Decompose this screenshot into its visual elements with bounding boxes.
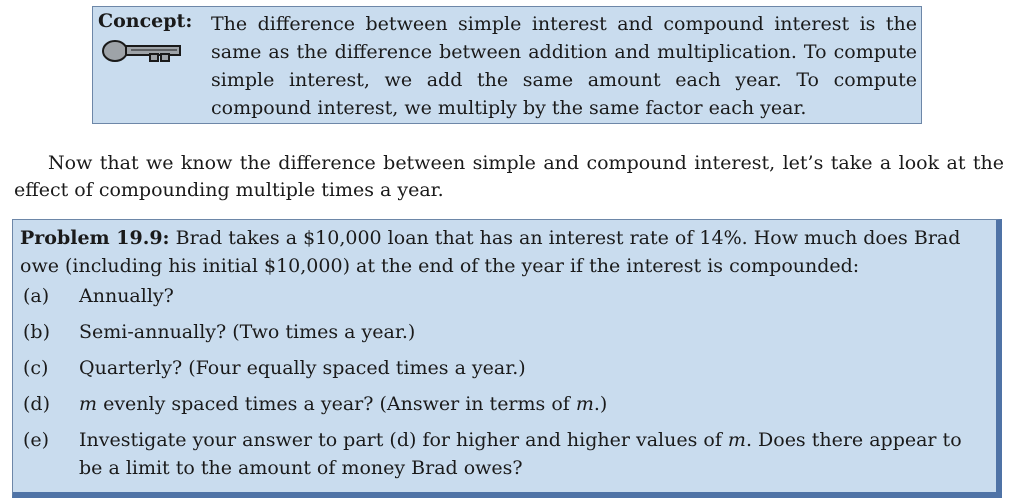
part-marker: (e) (23, 429, 50, 451)
part-text: evenly spaced times a year? (Answer in terms of (97, 393, 576, 415)
problem-part-b (23, 318, 983, 346)
concept-label: Concept: (98, 10, 193, 32)
problem-box (12, 219, 1002, 498)
problem-parts-list (23, 282, 983, 490)
concept-box (92, 6, 922, 124)
part-text: Semi-annually? (Two times a year.) (79, 321, 416, 343)
key-icon (101, 38, 185, 64)
variable-m: m (727, 429, 746, 451)
body-paragraph: Now that we know the difference between simple and compound interest, let’s take a look at the effect of compounding multiple times a year. (14, 152, 1004, 201)
problem-part-d (23, 390, 983, 418)
part-text-end: .) (593, 393, 608, 415)
problem-statement (20, 224, 985, 280)
problem-title: Problem 19.9: (20, 227, 170, 249)
part-text: Quarterly? (Four equally spaced times a year.) (79, 357, 526, 379)
part-marker: (b) (23, 321, 50, 343)
problem-part-c (23, 354, 983, 382)
part-marker: (a) (23, 285, 50, 307)
concept-text: The difference between simple interest and compound interest is the same as the difference between addition and multiplication. To compute simple interest, we add the same amount each year. To compute compound interest, we multiply by the same factor each year. (211, 13, 917, 119)
problem-text: Brad takes a $10,000 loan that has an interest rate of 14%. How much does Brad owe (including his initial $10,000) at the end of the year if the interest is compounded: (20, 227, 961, 277)
part-text: Investigate your answer to part (d) for higher and higher values of (79, 429, 728, 451)
problem-part-a (23, 282, 983, 310)
variable-m: m (575, 393, 594, 415)
variable-m: m (79, 393, 98, 415)
part-marker: (d) (23, 393, 50, 415)
part-text: Annually? (79, 285, 174, 307)
part-text-end: . Does there appear to be a limit to the amount of money Brad owes? (79, 429, 962, 479)
part-marker: (c) (23, 357, 49, 379)
problem-part-e (23, 426, 983, 482)
